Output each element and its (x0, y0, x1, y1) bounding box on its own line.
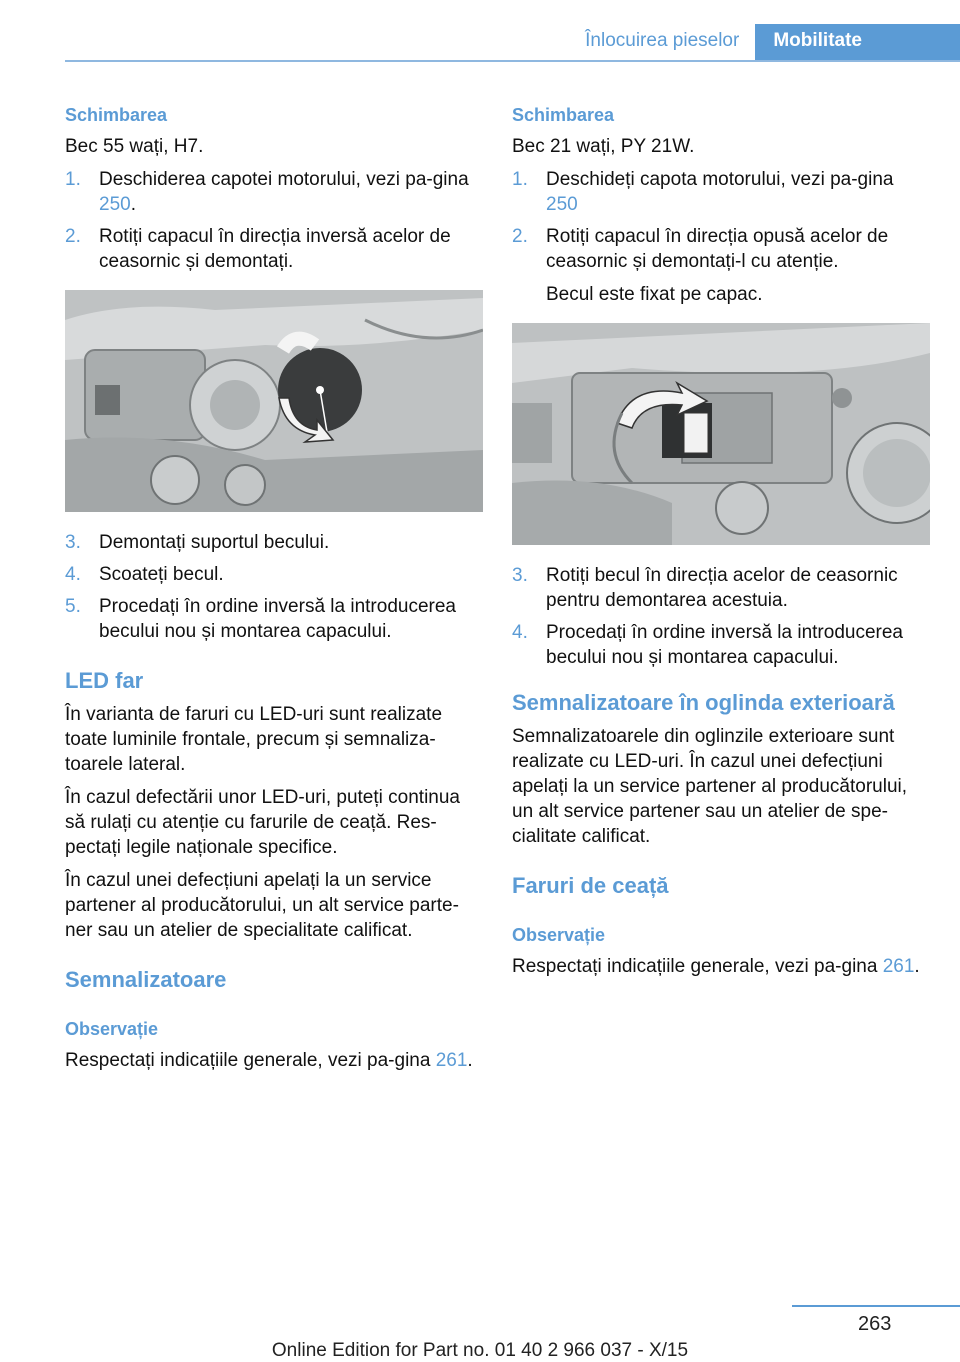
page-header (569, 24, 960, 62)
chapter-tab: Mobilitate (755, 24, 960, 62)
edition-footer: Online Edition for Part no. 01 40 2 966 037 - X/15 (271, 1340, 689, 1361)
subheading-note: Observație (512, 925, 606, 945)
page-number: 263 (858, 1313, 892, 1335)
step-item: 1. Deschideți capota motorului, vezi pa-gina 250 (512, 169, 894, 215)
footer-rule (792, 1305, 960, 1307)
heading-fog-lights: Faruri de ceață (512, 873, 669, 898)
page-link[interactable]: 250 (546, 194, 578, 215)
left-column (65, 103, 483, 1081)
steps-list (512, 563, 930, 670)
page-link[interactable]: 250 (99, 194, 131, 215)
headlight-cover-illustration (65, 290, 483, 512)
heading-led-headlight: LED far (65, 668, 144, 693)
header-rule (65, 60, 960, 62)
heading-mirror-signals: Semnalizatoare în oglinda exterioară (512, 690, 895, 715)
note-text: Respectați indicațiile generale, vezi pa-gina 261. (512, 956, 920, 977)
paragraph: În cazul defectării unor LED-uri, puteți continua să rulați cu atenție cu farurile de ceață. Res-pectați legile naționale specifice. (65, 787, 460, 858)
bulb-spec: Bec 55 wați, H7. (65, 136, 204, 157)
paragraph: În cazul unei defecțiuni apelați la un service partener al producătorului, un alt service parte-ner sau un atelier de specialitate calificat. (65, 870, 459, 941)
subheading-note: Observație (65, 1019, 159, 1039)
step-item: 3. Rotiți becul în direcția acelor de ceasornic pentru demontarea acestuia. (512, 565, 898, 611)
page-link[interactable]: 261 (435, 1050, 468, 1071)
paragraph: În varianta de faruri cu LED-uri sunt realizate toate luminile frontale, precum și semnaliza-toarele lateral. (65, 704, 443, 775)
step-item: 3. Demontați suportul becului. (65, 532, 330, 553)
step-item: 2. Rotiți capacul în direcția opusă acelor de ceasornic și demontați-l cu atenție. (512, 226, 889, 272)
subheading-replace: Schimbarea (65, 105, 168, 125)
section-title: Înlocuirea pieselor (585, 30, 740, 51)
turn-signal-bulb-illustration (512, 323, 930, 545)
bulb-spec: Bec 21 wați, PY 21W. (512, 136, 695, 157)
page-link[interactable]: 261 (882, 956, 915, 977)
steps-list (65, 530, 483, 644)
paragraph: Semnalizatoarele din oglinzile exterioare sunt realizate cu LED-uri. În cazul unei defecțiuni apelați la un service partener al producătorului, un alt service partener sau un atelier de spe-cialitate calificat. (512, 726, 908, 847)
illustration-svg (65, 290, 483, 512)
step-item: 4. Procedați în ordine inversă la introducerea becului nou și montarea capacului. (512, 622, 903, 668)
step-item: 1. Deschiderea capotei motorului, vezi pa-gina 250. (65, 169, 469, 215)
steps-list (65, 167, 483, 274)
steps-list (512, 167, 930, 274)
subheading-replace: Schimbarea (512, 105, 615, 125)
step-item: 2. Rotiți capacul în direcția inversă acelor de ceasornic și demontați. (65, 226, 451, 272)
heading-turn-signals: Semnalizatoare (65, 967, 227, 992)
note-text: Respectați indicațiile generale, vezi pa-gina 261. (65, 1050, 473, 1071)
step-item: 5. Procedați în ordine inversă la introducerea becului nou și montarea capacului. (65, 596, 456, 642)
illustration-svg (512, 323, 930, 545)
step-item: 4. Scoateți becul. (65, 564, 224, 585)
right-column (512, 103, 930, 987)
step-note: Becul este fixat pe capac. (546, 284, 763, 305)
